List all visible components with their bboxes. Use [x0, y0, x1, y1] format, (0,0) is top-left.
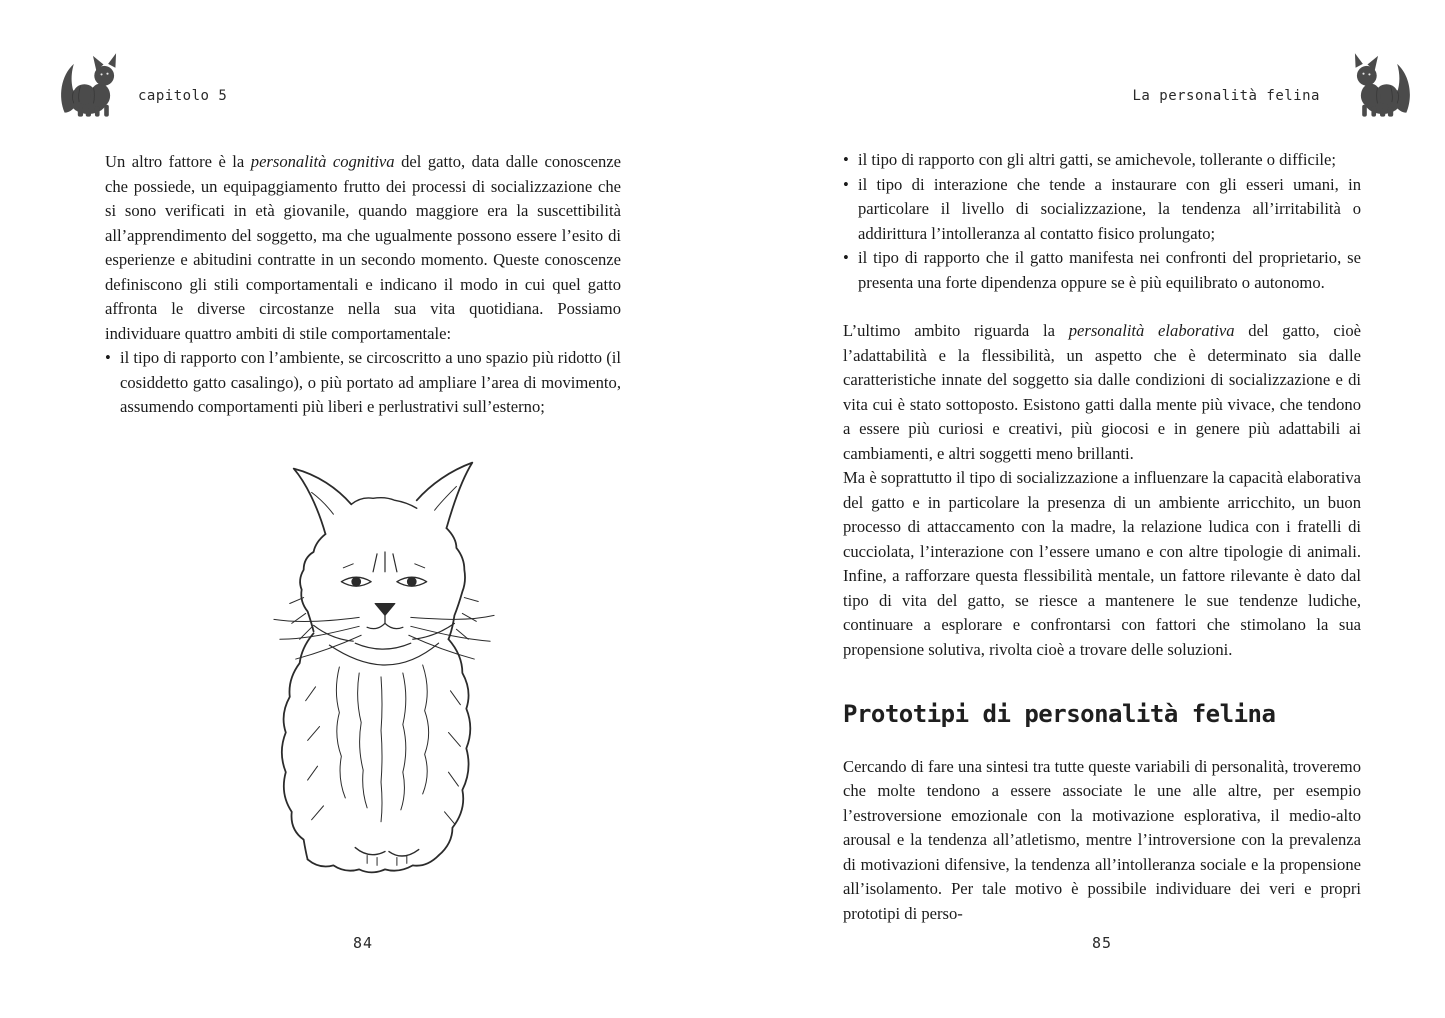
- paragraph-prototipi: Cercando di fare una sintesi tra tutte queste variabili di personalità, troveremo che molte tendono a essere associate le une alle altre, per esempio l’estroversione emozionale con la motivazione esplorativa, il medio-alto arousal e la tendenza all’atletismo, mentre l’introversione con la prevalenza di motivazioni difensive, la tendenza all’intolleranza sociale e la propensione all’isolamento. Per tale motivo è possibile individuare dei veri e propri prototipi di perso-: [843, 756, 1361, 923]
- paragraph-text: L’ultimo ambito riguarda la: [843, 321, 1069, 340]
- page-number: 85: [1091, 934, 1113, 952]
- right-page-text: [843, 148, 1361, 926]
- paragraph-text: Un altro fattore è la: [105, 152, 251, 171]
- list-item: [105, 346, 621, 420]
- bullet-text: il tipo di rapporto che il gatto manifesta nei confronti del proprietario, se presenta una forte dipendenza oppure se è più equilibrato o autonomo.: [858, 248, 1361, 292]
- bullet-icon: •: [843, 150, 849, 169]
- italic-term: personalità cognitiva: [250, 152, 395, 171]
- paragraph-cognitiva: [105, 150, 621, 346]
- paragraph-text: del gatto, cioè l’adattabilità e la flessibilità, un aspetto che è determinato sia dalle caratteristiche innate del soggetto sia dalle condizioni di socializzazione e di vita cui è stato sottoposto. Esistono gatti dalla mente più vivace, che tendono a essere più curiosi e creativi, più giocosi e in genere più adattabili ai cambiamenti, e altri soggetti meno brillanti.: [843, 321, 1361, 463]
- left-page-text: [105, 150, 621, 420]
- bullet-text: il tipo di interazione che tende a instaurare con gli esseri umani, in particolare il livello di socializzazione, la tendenza all’irritabilità o addirittura l’intolleranza al contatto fisico prolungato;: [858, 174, 1361, 243]
- cat-illustration: [260, 446, 508, 888]
- bullet-list: [843, 148, 1361, 295]
- paragraph-elaborativa: [843, 319, 1361, 466]
- corner-cat-icon: [1347, 48, 1413, 124]
- running-head-chapter: capitolo 5: [138, 88, 228, 104]
- list-item: [843, 246, 1361, 295]
- paragraph-text: del gatto, data dalle conoscenze che possiede, un equipaggiamento frutto dei processi di socializzazione che si sono verificati in età giovanile, quando maggiore era la suscettibilità all’apprendimento del soggetto, ma che ugualmente possono essere l’esito di esperienze e abitudini contratte in un secondo momento. Queste conoscenze definiscono gli stili comportamentali e indicano il modo in cui quel gatto affronta le diverse circostanze nella sua vita quotidiana. Possiamo individuare quattro ambiti di stile comportamentale:: [105, 152, 621, 343]
- italic-term: personalità elaborativa: [1068, 321, 1235, 340]
- bullet-icon: •: [105, 348, 111, 367]
- running-head-title: La personalità felina: [1132, 88, 1320, 104]
- bullet-icon: •: [843, 248, 849, 267]
- page-number: 84: [352, 934, 374, 952]
- bullet-text: il tipo di rapporto con gli altri gatti, se amichevole, tollerante o difficile;: [858, 150, 1337, 169]
- paragraph-socializzazione: Ma è soprattutto il tipo di socializzazione a influenzare la capacità elaborativa del gatto e in particolare la presenza di un ambiente arricchito, un buon processo di attaccamento con la madre, la relazione ludica con i fratelli di cucciolata, l’interazione con l’essere umano e con altre tipologie di animali. Infine, a rafforzare questa flessibilità mentale, un fattore rilevante è dato dal tipo di vita del gatto, se riesce a mantenere le sue tendenze ludiche, continuare a esplorare e confrontarsi con fattori che stimolano la sua propensione solutiva, rivolta cioè a trovare delle soluzioni.: [843, 468, 1361, 659]
- bullet-list: [105, 346, 621, 420]
- section-heading: Prototipi di personalità felina: [843, 700, 1276, 728]
- bullet-text: il tipo di rapporto con l’ambiente, se circoscritto a uno spazio più ridotto (il cosiddetto gatto casalingo), o più portato ad ampliare l’area di movimento, assumendo comportamenti più liberi e perlustrativi sull’esterno;: [120, 348, 621, 416]
- list-item: [843, 173, 1361, 247]
- list-item: [843, 148, 1361, 173]
- corner-cat-icon: [58, 48, 124, 124]
- bullet-icon: •: [843, 174, 849, 194]
